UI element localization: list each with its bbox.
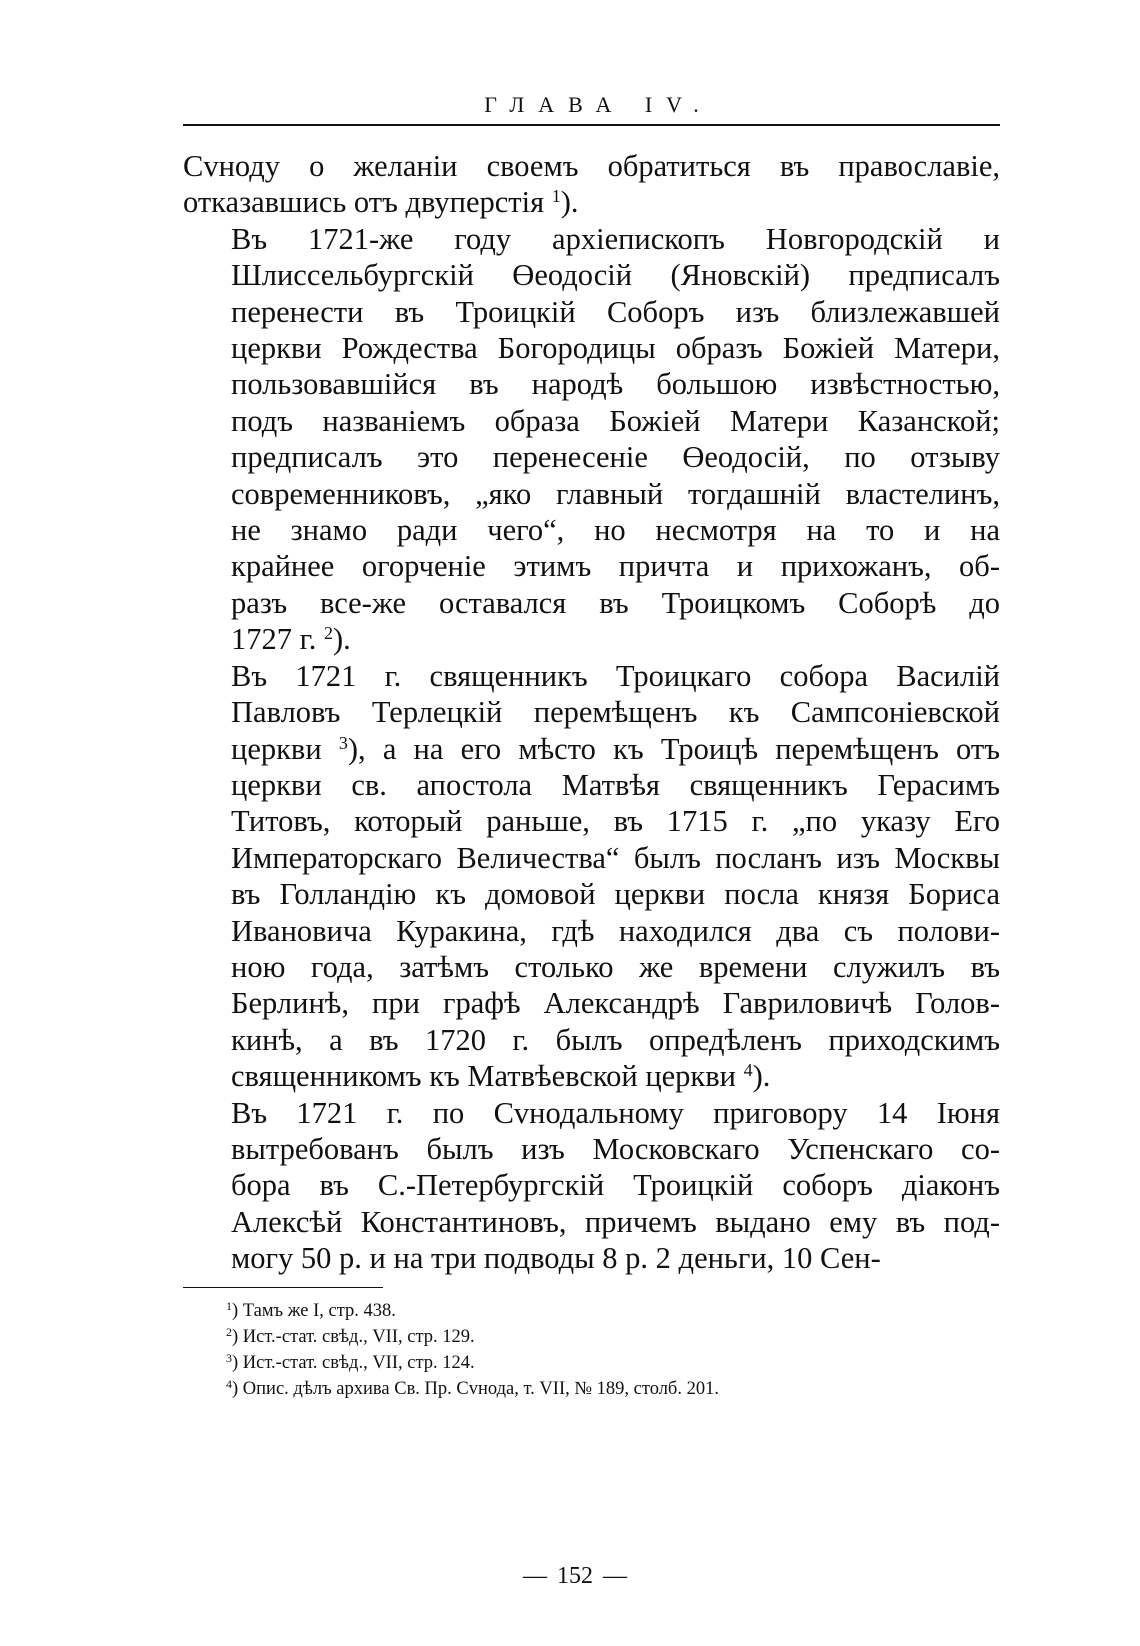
text-line xyxy=(183,184,1000,220)
footnote-mark: 4 xyxy=(226,1376,232,1391)
line-text: 1727 г. xyxy=(231,622,324,657)
line-text: Въ 1721 г. священникъ Троицкаго собора Василiй xyxy=(231,658,1000,693)
text-line xyxy=(183,476,1000,512)
text-line xyxy=(183,949,1000,985)
text-line xyxy=(183,294,1000,330)
paragraph xyxy=(183,1095,1000,1277)
line-text: Въ 1721 г. по Сvнодальному приговору 14 Iюня xyxy=(231,1095,1000,1130)
line-text: ). xyxy=(560,185,579,220)
footnote xyxy=(226,1350,1000,1376)
line-text: Императорскаго Величества“ былъ посланъ изъ Москвы xyxy=(231,840,1000,875)
line-text: разъ все-же оставался въ Троицкомъ Соборѣ до xyxy=(231,585,1000,620)
text-line xyxy=(183,257,1000,293)
footnote-mark: 3 xyxy=(226,1350,232,1365)
line-text: въ Голландiю къ домовой церкви посла князя Бориса xyxy=(231,877,1000,912)
text-line xyxy=(183,876,1000,912)
text-line xyxy=(183,1022,1000,1058)
text-line xyxy=(183,548,1000,584)
footnote-text: ) Тамъ же I, стр. 438. xyxy=(232,1300,396,1321)
line-text: церкви xyxy=(231,731,339,766)
line-text: предписалъ это перенесенiе Өеодосiй, по отзыву xyxy=(231,440,1000,475)
text-line xyxy=(183,221,1000,257)
text-line xyxy=(183,1095,1000,1131)
paragraph xyxy=(183,658,1000,1095)
line-text: бора въ С.-Петербургскiй Троицкiй соборъ дiаконъ xyxy=(231,1168,1000,1203)
footnote-ref: 3 xyxy=(338,732,348,753)
footnotes xyxy=(226,1298,1000,1402)
text-line xyxy=(183,366,1000,402)
line-text: отказавшись отъ двуперстiя xyxy=(183,185,552,220)
line-text: подъ названiемъ образа Божiей Матери Казанской; xyxy=(231,403,1000,438)
footnote xyxy=(226,1376,1000,1402)
folio-number: 152 xyxy=(557,1563,593,1589)
text-line xyxy=(183,840,1000,876)
running-head: ГЛАВА IV. xyxy=(484,92,713,117)
text-line xyxy=(183,403,1000,439)
footnote-ref: 2 xyxy=(323,623,333,644)
line-text: не знамо ради чего“, но несмотря на то и на xyxy=(231,513,1000,548)
line-text: Алексѣй Константиновъ, причемъ выдано ему въ под- xyxy=(231,1204,1000,1239)
body-text xyxy=(183,148,1000,1277)
text-line xyxy=(183,985,1000,1021)
text-line xyxy=(183,731,1000,767)
line-text: Въ 1721-же году архiепископъ Новгородскiй и xyxy=(231,221,1000,256)
folio-dash-left: — xyxy=(523,1563,547,1589)
footnote-text: ) Опис. дѣлъ архива Св. Пр. Сvнода, т. VII, № 189, столб. 201. xyxy=(232,1378,719,1399)
text-line xyxy=(183,658,1000,694)
footnote-ref: 4 xyxy=(743,1060,753,1081)
line-text: церкви Рождества Богородицы образъ Божiей Матери, xyxy=(231,331,1000,366)
line-text: вытребованъ былъ изъ Московскаго Успенскаго со- xyxy=(231,1131,1000,1166)
text-line xyxy=(183,621,1000,657)
text-line xyxy=(183,512,1000,548)
paragraph xyxy=(183,221,1000,658)
footnote-text: ) Ист.-стат. свѣд., VII, стр. 129. xyxy=(232,1326,475,1347)
line-text: Титовъ, который раньше, въ 1715 г. „по указу Его xyxy=(231,804,1000,839)
page-number xyxy=(0,1563,1140,1590)
footnote xyxy=(226,1324,1000,1350)
line-text: крайнее огорченiе этимъ причта и прихожанъ, об- xyxy=(231,549,1000,584)
text-line xyxy=(183,694,1000,730)
header-rule xyxy=(183,124,1000,126)
footnote-mark: 2 xyxy=(226,1324,232,1339)
text-line xyxy=(183,1058,1000,1094)
line-text: Павловъ Терлецкiй перемѣщенъ къ Сампсонiевской xyxy=(231,695,1000,730)
line-text: Шлиссельбургскiй Өеодосiй (Яновскiй) предписалъ xyxy=(231,258,1000,293)
text-line xyxy=(183,1204,1000,1240)
footnote-ref: 1 xyxy=(551,186,561,207)
line-text: могу 50 р. и на три подводы 8 р. 2 деньги, 10 Сен- xyxy=(231,1241,881,1276)
text-line xyxy=(183,148,1000,184)
text-line xyxy=(183,803,1000,839)
footnote-text: ) Ист.-стат. свѣд., VII, стр. 124. xyxy=(232,1352,475,1373)
text-line xyxy=(183,767,1000,803)
line-text: Сvноду о желанiи своемъ обратиться въ православie, xyxy=(183,149,1000,183)
text-line xyxy=(183,1240,1000,1276)
text-line xyxy=(183,1167,1000,1203)
line-text: пользовавшiйся въ народѣ большою извѣстностью, xyxy=(231,367,1000,402)
page xyxy=(183,90,1000,1402)
line-text: перенести въ Троицкiй Соборъ изъ близлежавшей xyxy=(231,294,1000,329)
text-line xyxy=(183,330,1000,366)
text-line xyxy=(183,439,1000,475)
folio-dash-right: — xyxy=(603,1563,627,1589)
line-text: современниковъ, „яко главный тогдашнiй властелинъ, xyxy=(231,476,1000,511)
footnote-rule xyxy=(183,1287,383,1288)
text-line xyxy=(183,585,1000,621)
line-text: кинѣ, а въ 1720 г. былъ опредѣленъ приходскимъ xyxy=(231,1022,1000,1057)
text-line xyxy=(183,913,1000,949)
line-text: церкви св. апостола Матвѣя священникъ Герасимъ xyxy=(231,767,1000,802)
line-text: Берлинѣ, при графѣ Александрѣ Гавриловичѣ Голов- xyxy=(231,986,1000,1021)
line-text: ), а на его мѣсто къ Троицѣ перемѣщенъ отъ xyxy=(347,731,1000,766)
text-line xyxy=(183,1131,1000,1167)
footnote xyxy=(226,1298,1000,1324)
paragraph xyxy=(183,148,1000,221)
line-text: ною года, затѣмъ столько же времени служилъ въ xyxy=(231,949,1000,984)
line-text: Ивановича Куракина, гдѣ находился два съ полови- xyxy=(231,913,1000,948)
line-text: ). xyxy=(752,1059,771,1094)
footnote-mark: 1 xyxy=(226,1298,232,1313)
line-text: ). xyxy=(332,622,351,657)
line-text: священникомъ къ Матвѣевской церкви xyxy=(231,1059,744,1094)
